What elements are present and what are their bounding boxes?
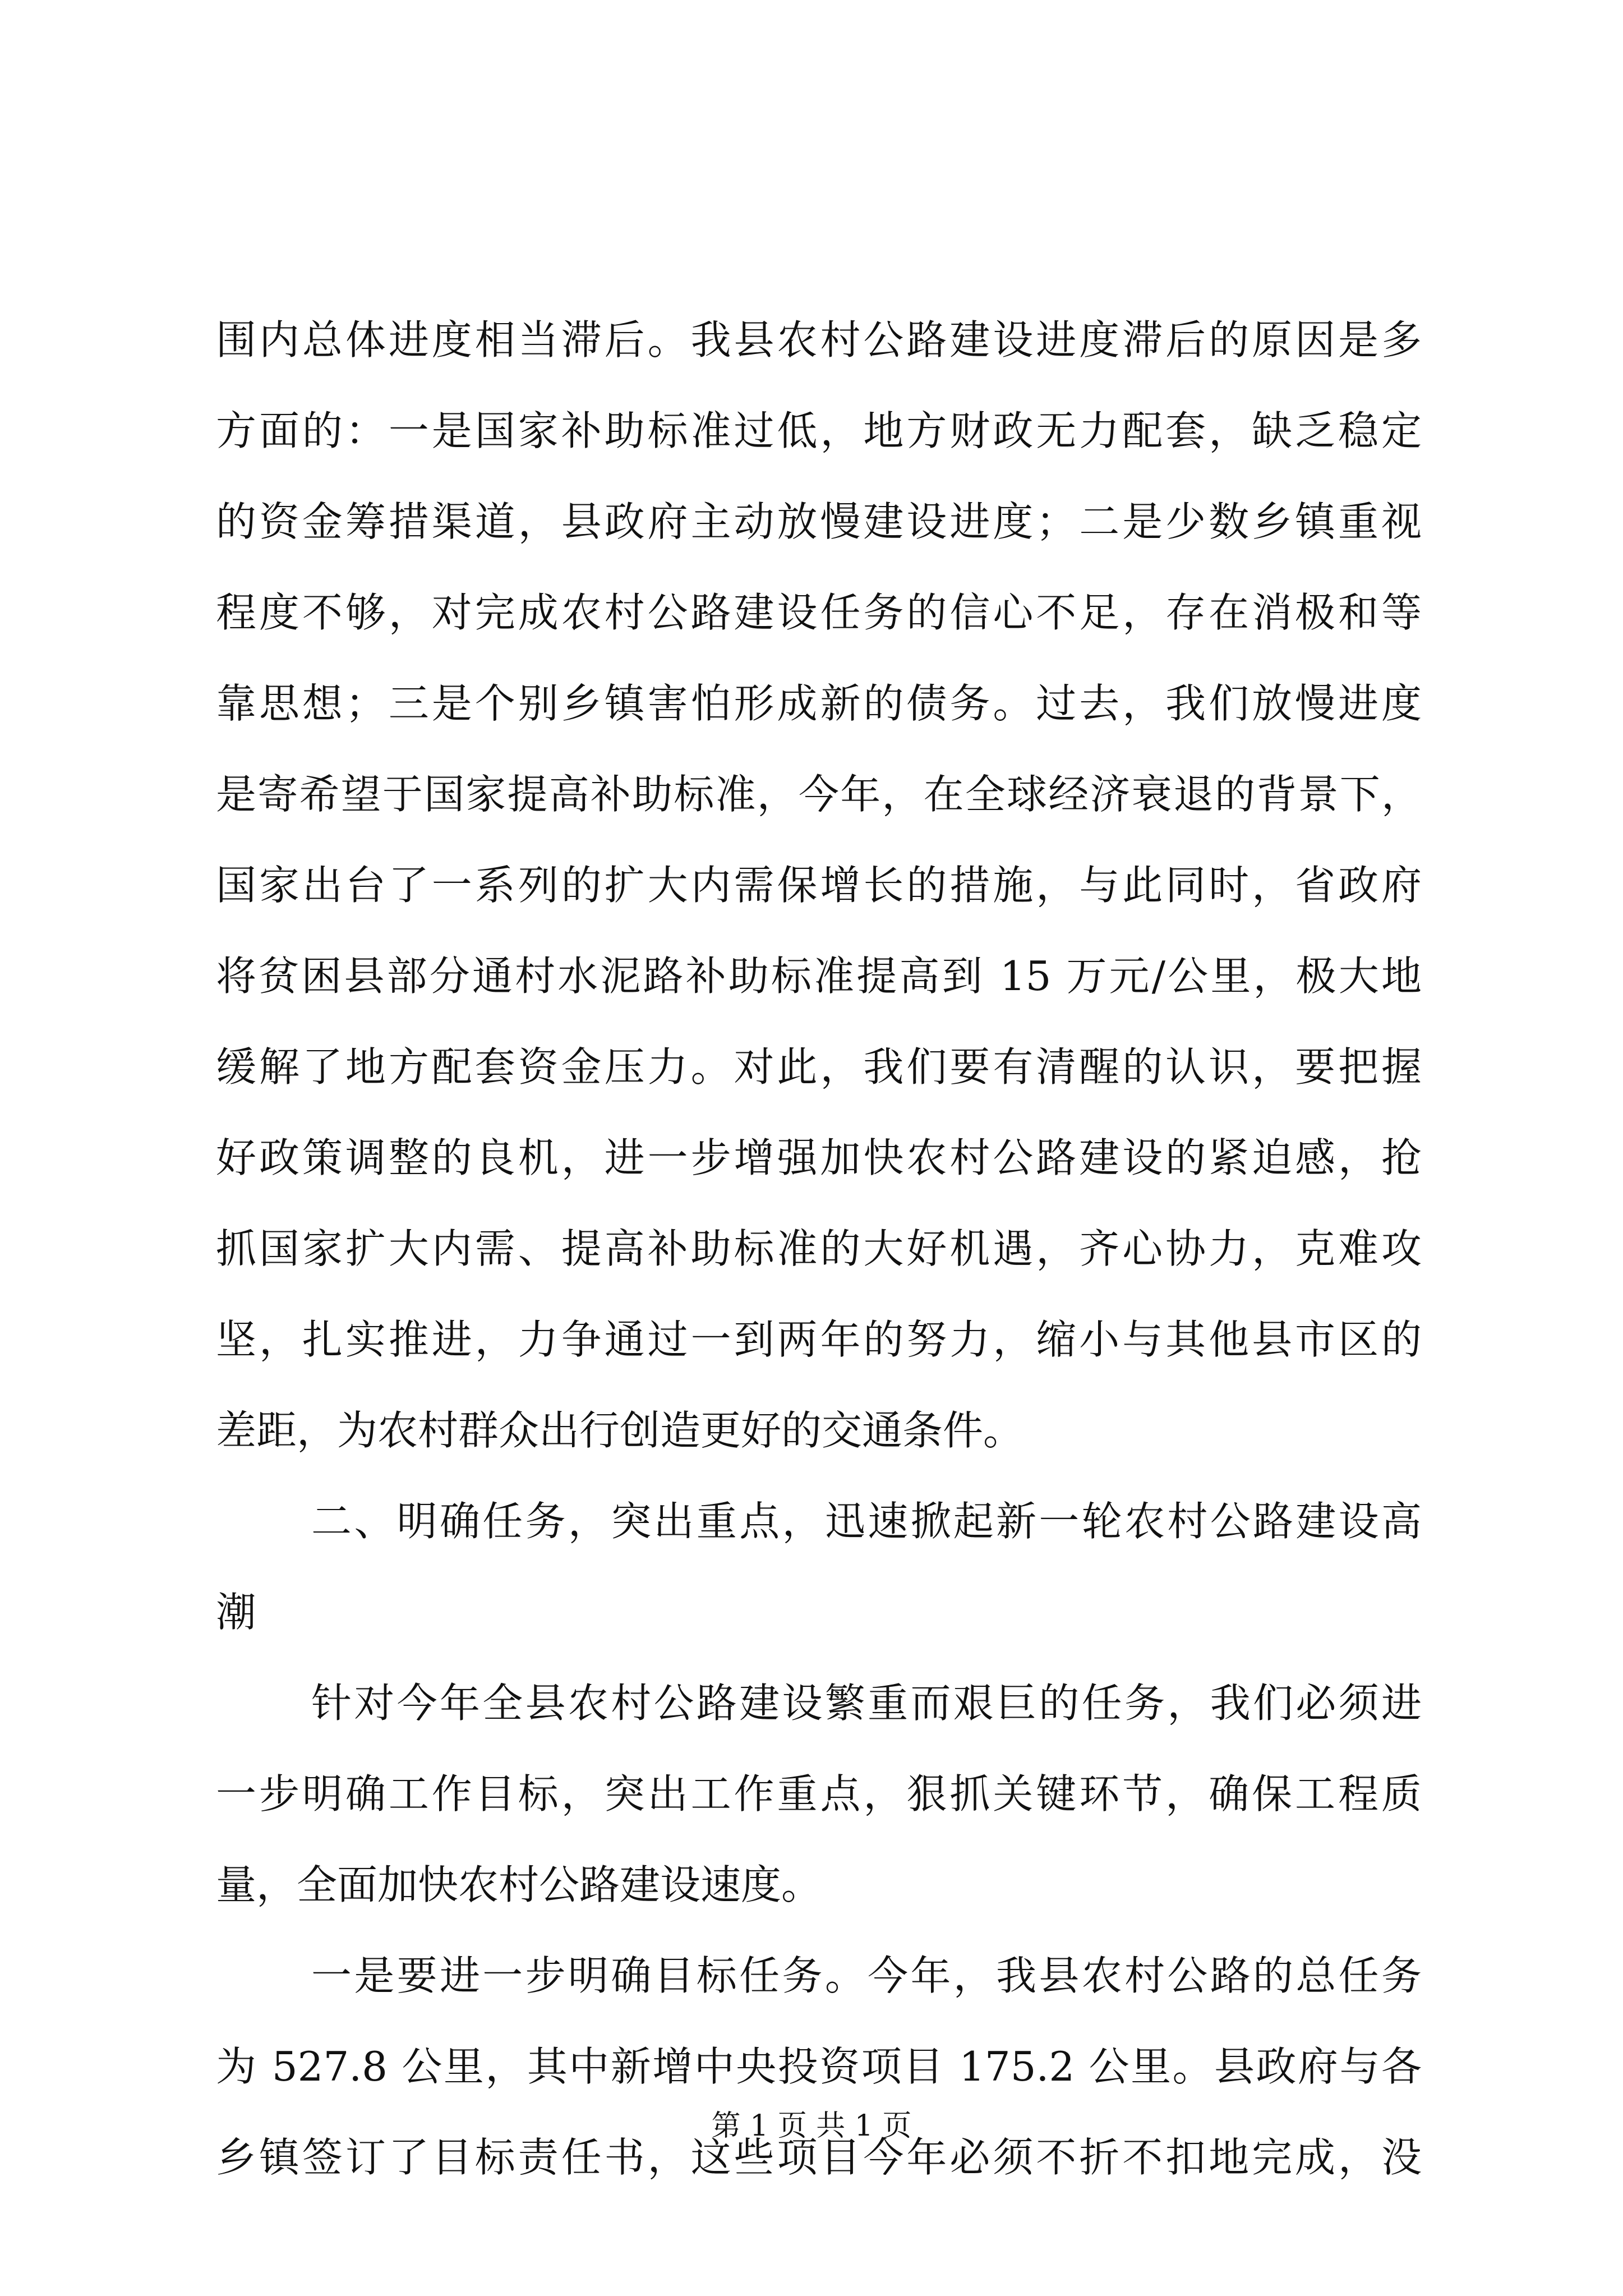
text-line: 乡镇签订了目标责任书，这些项目今年必须不折不扣地完成，没 xyxy=(216,2134,1422,2181)
text-line: 针对今年全县农村公路建设繁重而艰巨的任务，我们必须进 xyxy=(311,1680,1422,1727)
text-line: 为 527.8 公里，其中新增中央投资项目 175.2 公里。县政府与各 xyxy=(216,2043,1422,2090)
text-line: 程度不够，对完成农村公路建设任务的信心不足，存在消极和等 xyxy=(216,589,1422,636)
text-line: 差距，为农村群众出行创造更好的交通条件。 xyxy=(216,1407,1024,1454)
text-line: 一步明确工作目标，突出工作重点，狠抓关键环节，确保工程质 xyxy=(216,1770,1422,1818)
text-line: 靠思想；三是个别乡镇害怕形成新的债务。过去，我们放慢进度 xyxy=(216,680,1422,727)
text-line: 二、明确任务，突出重点，迅速掀起新一轮农村公路建设高 xyxy=(311,1498,1422,1545)
text-line: 潮 xyxy=(216,1589,257,1636)
text-line: 围内总体进度相当滞后。我县农村公路建设进度滞后的原因是多 xyxy=(216,316,1422,364)
text-line: 将贫困县部分通村水泥路补助标准提高到 15 万元/公里，极大地 xyxy=(216,953,1422,1000)
text-line: 量，全面加快农村公路建设速度。 xyxy=(216,1861,822,1908)
page-footer: 第 1 页 共 1 页 xyxy=(711,2109,912,2143)
text-line: 一是要进一步明确目标任务。今年，我县农村公路的总任务 xyxy=(311,1952,1422,1999)
text-line: 缓解了地方配套资金压力。对此，我们要有清醒的认识，要把握 xyxy=(216,1043,1422,1091)
text-line: 的资金筹措渠道，县政府主动放慢建设进度；二是少数乡镇重视 xyxy=(216,498,1422,545)
text-line: 好政策调整的良机，进一步增强加快农村公路建设的紧迫感，抢 xyxy=(216,1134,1422,1181)
text-line: 抓国家扩大内需、提高补助标准的大好机遇，齐心协力，克难攻 xyxy=(216,1225,1422,1272)
text-line: 国家出台了一系列的扩大内需保增长的措施，与此同时，省政府 xyxy=(216,862,1422,909)
text-line: 坚，扎实推进，力争通过一到两年的努力，缩小与其他县市区的 xyxy=(216,1316,1422,1363)
body-text xyxy=(216,295,1422,2203)
text-line: 方面的：一是国家补助标准过低，地方财政无力配套，缺乏稳定 xyxy=(216,407,1422,454)
text-line: 是寄希望于国家提高补助标准，今年，在全球经济衰退的背景下， xyxy=(216,771,1422,818)
